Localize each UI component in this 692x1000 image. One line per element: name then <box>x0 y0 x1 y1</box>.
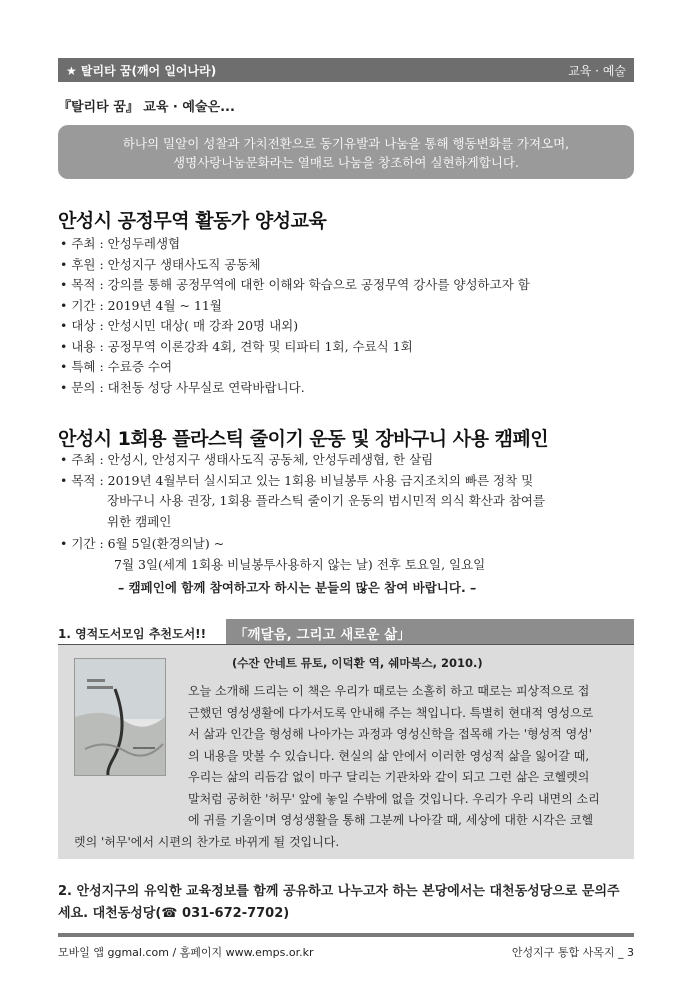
book-cover-art <box>75 659 166 776</box>
list-item: • 목적 : 2019년 4월부터 실시되고 있는 1회용 비닐봉투 사용 금지조치의 빠른 정착 및 <box>60 471 533 492</box>
book-text-line: 렛의 '허무'에서 시편의 찬가로 바뀌게 될 것입니다. <box>74 835 340 849</box>
footer-divider <box>58 933 634 937</box>
list-item: • 기간 : 6월 5일(환경의날) ~ <box>60 534 224 555</box>
page-number: 안성지구 통합 사목지 _ 3 <box>511 946 634 959</box>
campaign-notice: – 캠페인에 함께 참여하고자 하시는 분들의 많은 참여 바랍니다. – <box>118 580 477 595</box>
section1-list <box>60 234 530 398</box>
intro-line-1: 하나의 밀알이 성찰과 가치전환으로 동기유발과 나눔을 통해 행동변화를 가져오며, <box>122 136 570 151</box>
list-item: • 목적 : 강의를 통해 공정무역에 대한 이해와 학습으로 공정무역 강사를 양성하고자 함 <box>60 275 530 296</box>
section2-list-a <box>60 450 533 491</box>
book-text-line: 오늘 소개해 드리는 이 책은 우리가 때로는 소홀히 하고 때로는 피상적으로 접 <box>188 684 590 698</box>
section1-title: 안성시 공정무역 활동가 양성교육 <box>58 210 327 232</box>
list-item: • 내용 : 공정무역 이론강좌 4회, 견학 및 티파티 1회, 수료식 1회 <box>60 337 530 358</box>
list-item: • 기간 : 2019년 4월 ~ 11월 <box>60 296 530 317</box>
list-item: • 주최 : 안성두레생협 <box>60 234 530 255</box>
contact-notice-line-1: 2. 안성지구의 유익한 교육정보를 함께 공유하고 나누고자 하는 본당에서는 대천동성당으로 문의주 <box>58 884 620 899</box>
book-text-line: 말처럼 공허한 '허무' 앞에 놓일 수밖에 없을 것입니다. 우리가 우리 내면의 소리 <box>188 792 600 806</box>
intro-line-2: 생명사랑나눔문화라는 열매로 나눔을 창조하여 실현하게합니다. <box>173 155 519 170</box>
book-cover-image <box>74 658 166 776</box>
book-text-line: 근했던 영성생활에 다가서도록 안내해 주는 책입니다. 특별히 현대적 영성으로 <box>188 706 594 720</box>
book-text-line: 서 삶과 인간을 형성해 나아가는 과정과 영성신학을 접목해 가는 '형성적 영성' <box>188 727 593 741</box>
list-item: • 특혜 : 수료증 수여 <box>60 357 530 378</box>
list-item: • 주최 : 안성시, 안성지구 생태사도직 공동체, 안성두레생협, 한 살림 <box>60 450 533 471</box>
list-item-continuation: 7월 3일(세계 1회용 비닐봉투사용하지 않는 날) 전후 토요일, 일요일 <box>114 557 486 572</box>
book-meta: (수잔 안네트 뮤토, 이덕환 역, 쉐마북스, 2010.) <box>232 656 483 670</box>
list-item-continuation: 장바구니 사용 권장, 1회용 플라스틱 줄이기 운동의 범시민적 의식 확산과 참여를 <box>107 493 546 508</box>
header-title: ★ 탈리타 꿈(깨어 일어나라) <box>66 64 217 78</box>
book-section-label: 1. 영적도서모임 추천도서!! <box>58 627 207 641</box>
intro-box <box>58 125 634 179</box>
contact-notice <box>58 881 620 925</box>
list-item: • 후원 : 안성지구 생태사도직 공동체 <box>60 255 530 276</box>
list-item: • 문의 : 대천동 성당 사무실로 연락바랍니다. <box>60 378 530 399</box>
section2-list-b <box>60 534 224 555</box>
contact-notice-line-2: 세요. 대천동성당(☎ 031-672-7702) <box>58 906 290 921</box>
header-category: 교육 · 예술 <box>568 64 626 78</box>
header-bar <box>58 58 634 82</box>
book-text-line: 에 귀를 기울이며 영성생활을 통해 그분께 나아갈 때, 세상에 대한 시각은 코헬 <box>188 813 594 827</box>
list-item: • 대상 : 안성시민 대상( 매 강좌 20명 내외) <box>60 316 530 337</box>
list-item-continuation: 위한 캠페인 <box>107 514 172 529</box>
book-text-line: 의 내용을 맛볼 수 있습니다. 현실의 삶 안에서 이러한 영성적 삶을 잃어갈 때, <box>188 749 590 763</box>
intro-heading: 『탈리타 꿈』 교육 · 예술은... <box>58 100 235 115</box>
section2-title: 안성시 1회용 플라스틱 줄이기 운동 및 장바구니 사용 캠페인 <box>58 428 549 450</box>
book-text-line: 우리는 삶의 리듬감 없이 마구 달리는 기관차와 같이 되고 그런 삶은 코헬렛의 <box>188 770 590 784</box>
book-title: 「깨달음, 그리고 새로운 삶」 <box>226 619 634 645</box>
footer-links: 모바일 앱 ggmal.com / 홈페이지 www.emps.or.kr <box>58 946 314 959</box>
